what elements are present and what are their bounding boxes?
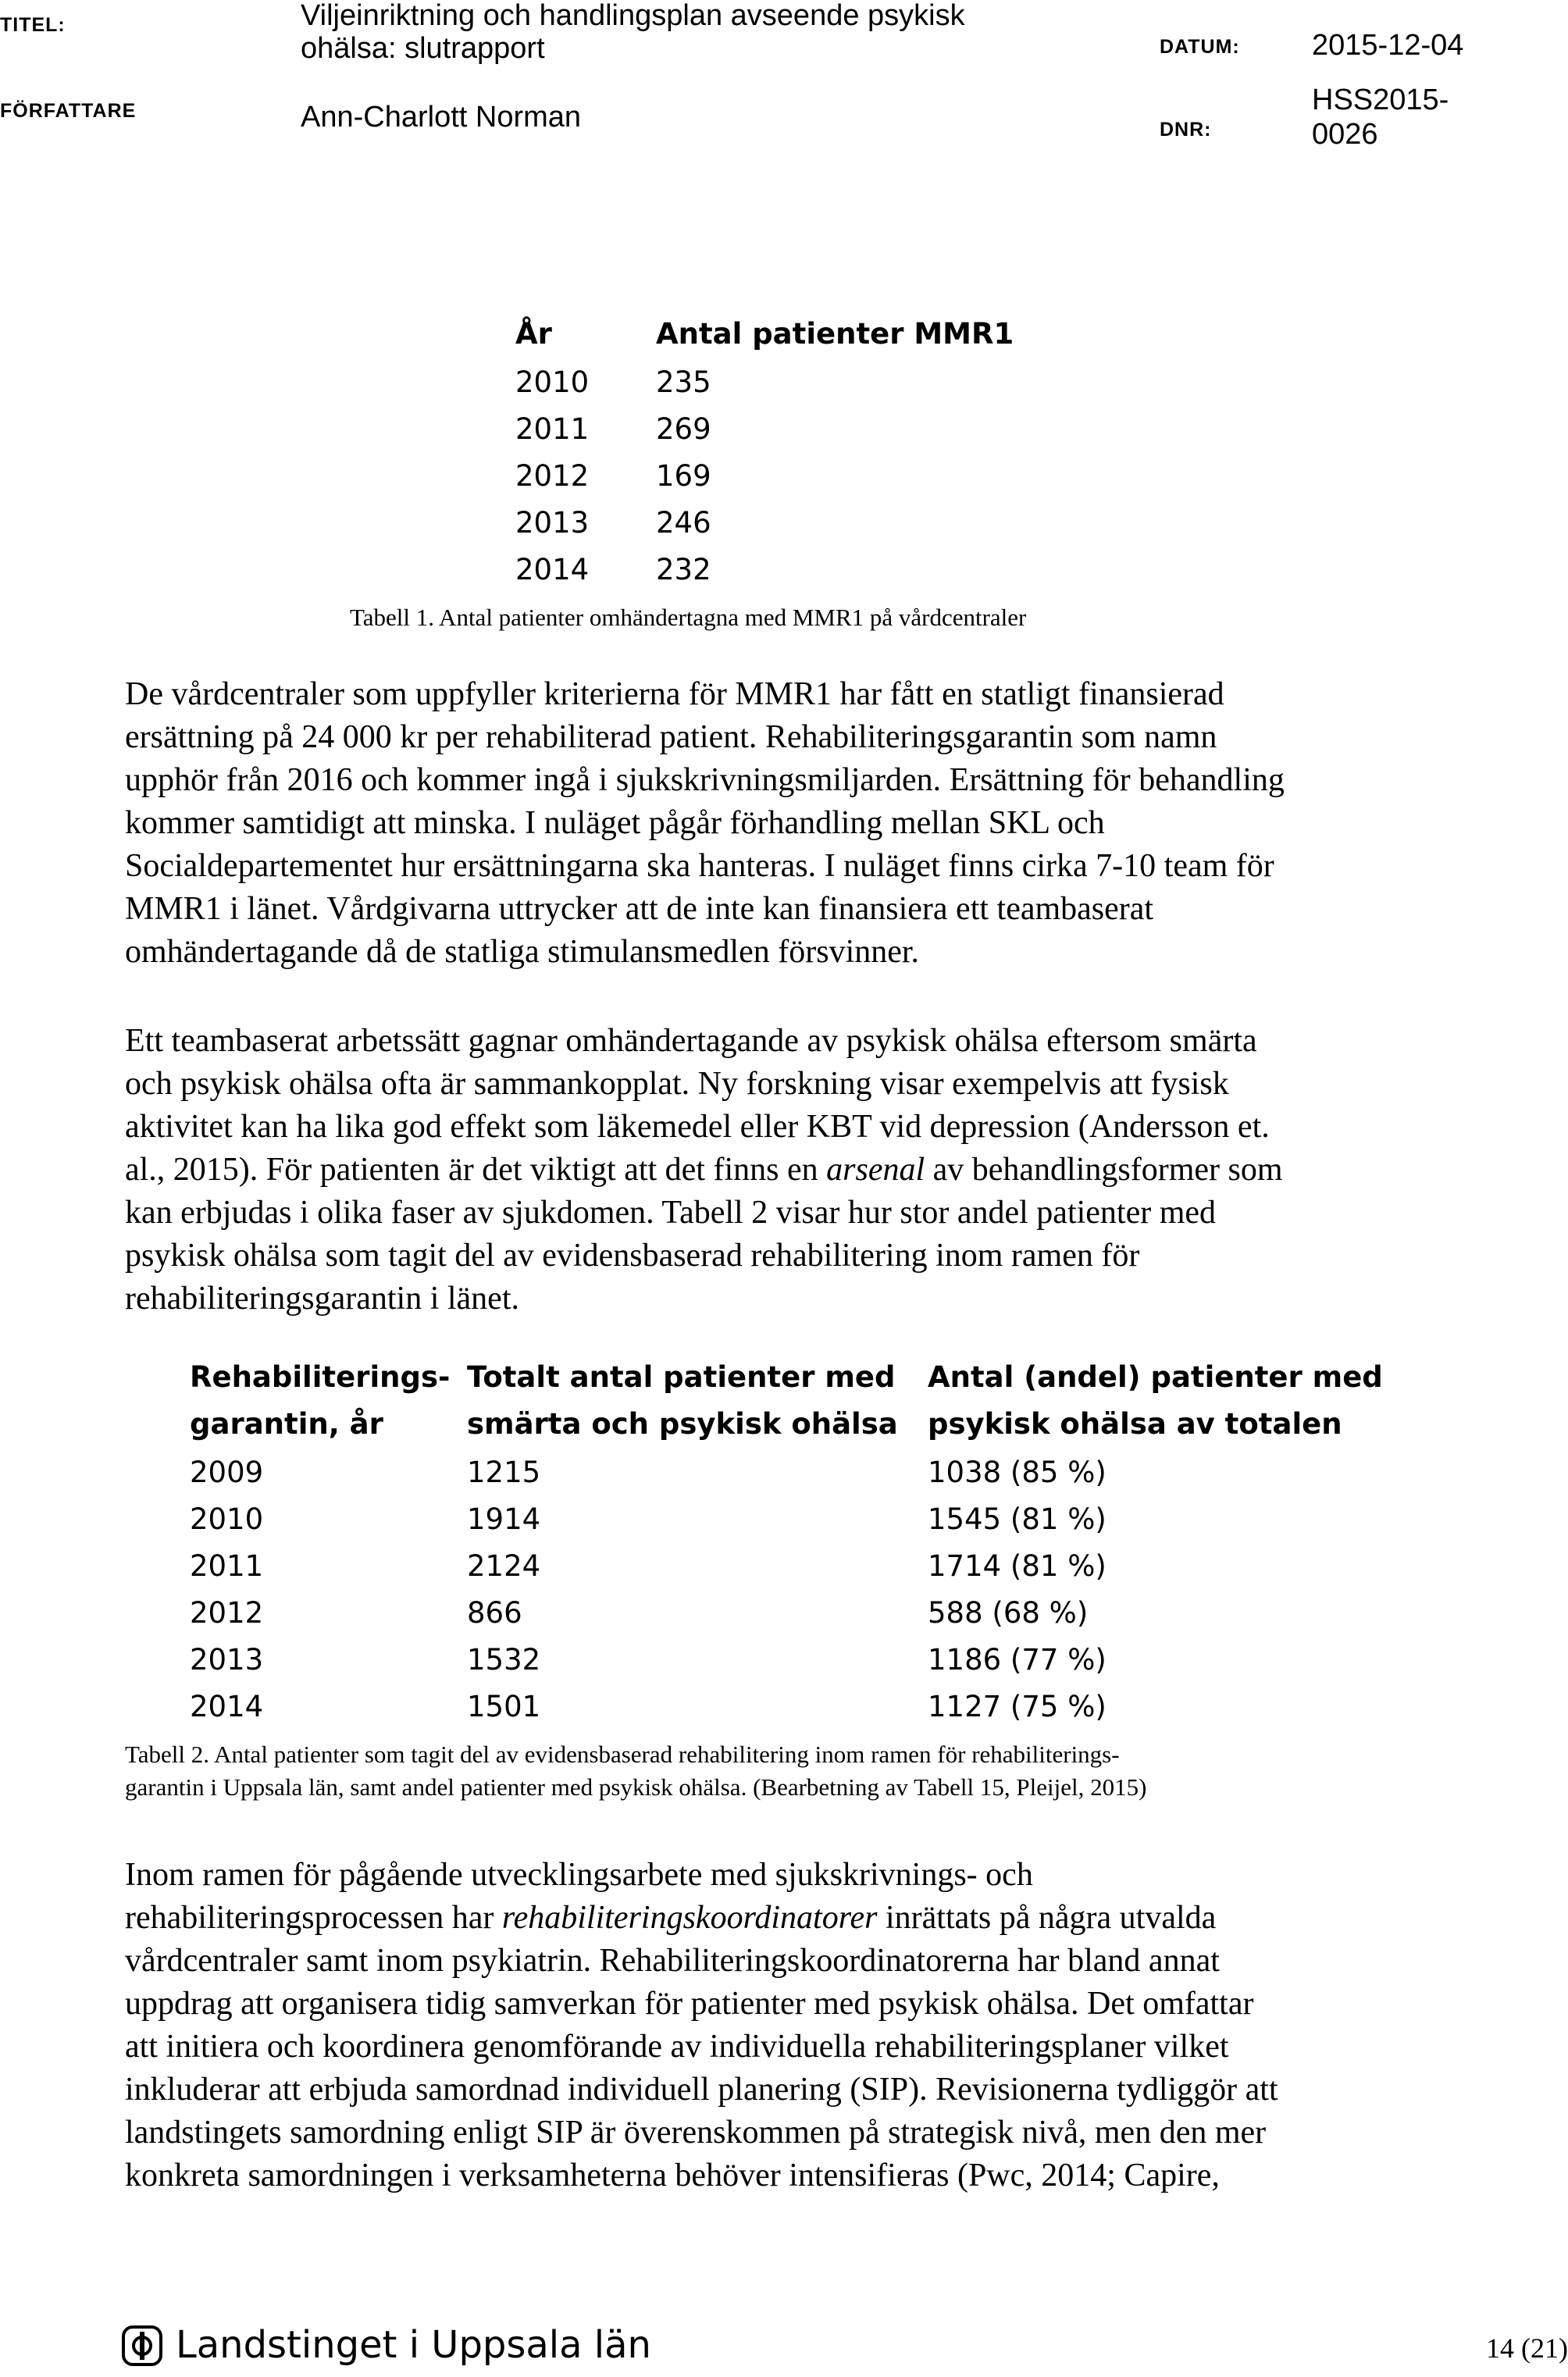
table2-caption-line-1: Tabell 2. Antal patienter som tagit del av evidensbaserad rehabilitering inom ramen för rehabiliterings- (125, 1741, 1120, 1768)
text-segment: al., 2015). För patienten är det viktigt att det finns en (125, 1152, 827, 1188)
table2-header-col1-line1: Rehabiliterings- (190, 1360, 451, 1394)
title-line-1: Viljeinriktning och handlingsplan avseende psykisk (301, 0, 965, 32)
paragraph-line: konkreta samordningen i verksamheterna behöver intensifieras (Pwc, 2014; Capire, (125, 2158, 1220, 2193)
table-mmr1 (515, 312, 1062, 593)
footer-organization: Landstinget i Uppsala län (176, 2323, 651, 2367)
table-cell: 1501 (467, 1690, 541, 1723)
table-cell: 1532 (467, 1643, 541, 1677)
table2-header-col2-line2: smärta och psykisk ohälsa (467, 1407, 898, 1441)
paragraph-line: Inom ramen för pågående utvecklingsarbete med sjukskrivnings- och (125, 1857, 1033, 1893)
table-cell: 269 (656, 412, 711, 446)
table-cell: 2012 (515, 459, 590, 493)
table-cell: 2014 (190, 1690, 264, 1723)
table-cell: 2010 (515, 365, 590, 399)
landstinget-logo-icon (122, 2325, 162, 2366)
table2-header-col3-line2: psykisk ohälsa av totalen (928, 1407, 1342, 1441)
table-rehab-guarantee (190, 1360, 1439, 1735)
text-segment: rehabiliteringsprocessen har (125, 1900, 502, 1936)
paragraph-line (125, 1897, 1468, 1940)
paragraph-line: Socialdepartementet hur ersättningarna ska hanteras. I nuläget finns cirka 7-10 team för (125, 848, 1274, 884)
table-cell: 1545 (81 %) (928, 1502, 1107, 1536)
paragraph-line: psykisk ohälsa som tagit del av evidensbaserad rehabilitering inom ramen för (125, 1238, 1140, 1274)
table-cell: 1038 (85 %) (928, 1456, 1107, 1489)
paragraph-line: kommer samtidigt att minska. I nuläget pågår förhandling mellan SKL och (125, 805, 1105, 841)
table-cell: 1186 (77 %) (928, 1643, 1107, 1677)
table-cell: 2011 (515, 412, 590, 446)
paragraph-line: rehabiliteringsgarantin i länet. (125, 1281, 519, 1317)
paragraph-line: MMR1 i länet. Vårdgivarna uttrycker att de inte kan finansiera ett teambaserat (125, 891, 1154, 927)
paragraph-line: Ett teambaserat arbetssätt gagnar omhändertagande av psykisk ohälsa eftersom smärta (125, 1023, 1257, 1059)
table-cell: 2011 (190, 1549, 264, 1583)
text-segment: inrättats på några utvalda (877, 1900, 1217, 1936)
paragraph-line: De vårdcentraler som uppfyller kriterierna för MMR1 har fått en statligt finansierad (125, 676, 1224, 712)
table-cell: 246 (656, 506, 711, 540)
paragraph-line (125, 1149, 1468, 1192)
page-number: 14 (21) (1486, 2332, 1568, 2364)
table-cell: 2124 (467, 1549, 541, 1583)
table2-header-col3-line1: Antal (andel) patienter med (928, 1360, 1383, 1394)
paragraph-line: aktivitet kan ha lika god effekt som läkemedel eller KBT vid depression (Andersson et. (125, 1109, 1270, 1145)
table2-header-col1-line2: garantin, år (190, 1407, 383, 1441)
table-cell: 1127 (75 %) (928, 1690, 1107, 1723)
table-cell: 588 (68 %) (928, 1596, 1089, 1630)
title-label: TITEL: (0, 14, 66, 36)
table-cell: 169 (656, 459, 711, 493)
date-label: DATUM: (1160, 36, 1240, 58)
paragraph-line: att initiera och koordinera genomförande av individuella rehabiliteringsplaner vilket (125, 2029, 1229, 2065)
table-cell: 1215 (467, 1456, 541, 1489)
paragraph-line: ersättning på 24 000 kr per rehabiliterad patient. Rehabiliteringsgarantin som namn (125, 719, 1217, 755)
paragraph-line: omhändertagande då de statliga stimulansmedlen försvinner. (125, 934, 920, 970)
table-cell: 2013 (515, 506, 590, 540)
table-cell: 866 (467, 1596, 522, 1630)
paragraph-line: landstingets samordning enligt SIP är överenskommen på strategisk nivå, men den mer (125, 2115, 1267, 2151)
table-cell: 1714 (81 %) (928, 1549, 1107, 1583)
paragraph-line: upphör från 2016 och kommer ingå i sjukskrivningsmiljarden. Ersättning för behandling (125, 762, 1285, 798)
table-cell: 2012 (190, 1596, 264, 1630)
dnr-line-2: 0026 (1312, 118, 1378, 151)
date-value: 2015-12-04 (1312, 29, 1464, 62)
paragraph-1 (125, 673, 1468, 974)
table-cell: 2013 (190, 1643, 264, 1677)
text-segment: av behandlingsformer som (925, 1152, 1283, 1188)
paragraph-line: och psykisk ohälsa ofta är sammankopplat. Ny forskning visar exempelvis att fysisk (125, 1066, 1229, 1102)
paragraph-line: vårdcentraler samt inom psykiatrin. Rehabiliteringskoordinatorerna har bland annat (125, 1943, 1220, 1979)
author-name: Ann-Charlott Norman (301, 101, 582, 134)
dnr-line-1: HSS2015- (1312, 84, 1449, 116)
paragraph-2 (125, 1020, 1468, 1320)
table1-header-patients: Antal patienter MMR1 (656, 317, 1014, 351)
emphasis-koordinatorer: rehabiliteringskoordinatorer (501, 1900, 878, 1936)
paragraph-line: inkluderar att erbjuda samordnad individuell planering (SIP). Revisionerna tydliggör att (125, 2072, 1278, 2108)
table-cell: 2010 (190, 1502, 264, 1536)
table1-header-year: År (515, 317, 552, 351)
table-cell: 235 (656, 365, 711, 399)
emphasis-arsenal: arsenal (826, 1152, 925, 1188)
author-label: FÖRFATTARE (0, 100, 137, 122)
paragraph-line: kan erbjudas i olika faser av sjukdomen. Tabell 2 visar hur stor andel patienter med (125, 1195, 1217, 1231)
dnr-label: DNR: (1160, 119, 1212, 141)
table-cell: 232 (656, 553, 711, 586)
table2-header-col2-line1: Totalt antal patienter med (467, 1360, 896, 1394)
title-line-2: ohälsa: slutrapport (301, 32, 545, 65)
table-cell: 2009 (190, 1456, 264, 1489)
paragraph-line: uppdrag att organisera tidig samverkan för patienter med psykisk ohälsa. Det omfattar (125, 1986, 1254, 2022)
table-cell: 2014 (515, 553, 590, 586)
table2-caption-line-2: garantin i Uppsala län, samt andel patienter med psykisk ohälsa. (Bearbetning av Tabell 15, Pleijel, 2015) (125, 1773, 1147, 1801)
table-cell: 1914 (467, 1502, 541, 1536)
paragraph-3 (125, 1854, 1468, 2197)
table1-caption: Tabell 1. Antal patienter omhändertagna med MMR1 på vårdcentraler (350, 604, 1027, 631)
